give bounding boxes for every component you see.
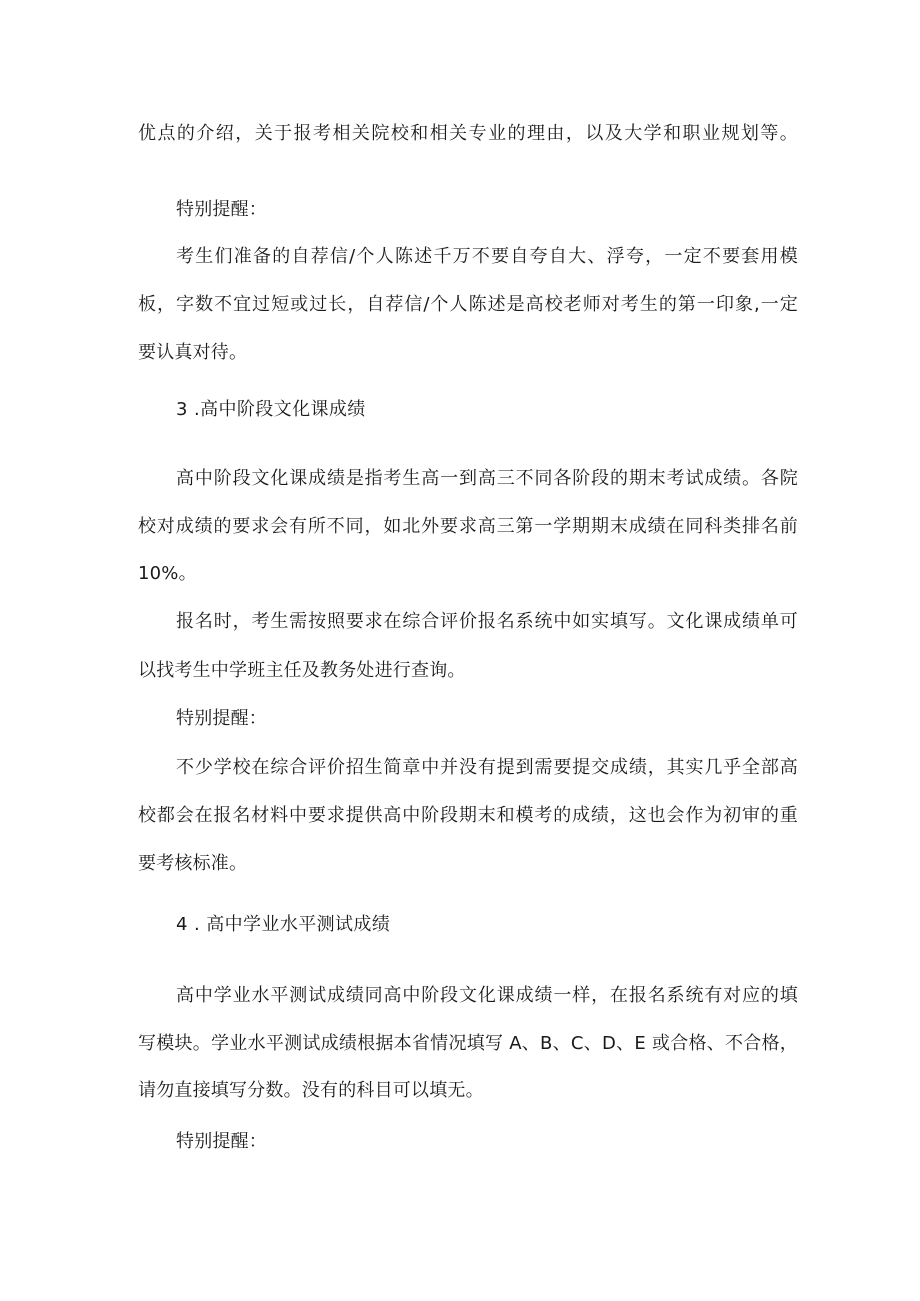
paragraph-line: 要认真对待。 — [138, 342, 248, 363]
paragraph-line: 不少学校在综合评价招生简章中并没有提到需要提交成绩，其实几乎全部高 — [176, 757, 798, 778]
paragraph-line: 请勿直接填写分数。没有的科目可以填无。 — [138, 1080, 484, 1101]
paragraph-line: 校对成绩的要求会有所不同，如北外要求高三第一学期期末成绩在同科类排名前 — [138, 516, 798, 537]
paragraph-line: 考生们准备的自荐信/个人陈述千万不要自夸自大、浮夸，一定不要套用模 — [176, 246, 798, 267]
paragraph-line: 校都会在报名材料中要求提供高中阶段期末和模考的成绩，这也会作为初审的重 — [138, 805, 798, 826]
section-heading-3: 3 .高中阶段文化课成绩 — [176, 399, 366, 420]
paragraph-line: 10%。 — [138, 563, 197, 584]
paragraph-line: 以找考生中学班主任及教务处进行查询。 — [138, 660, 466, 681]
special-reminder-label: 特别提醒： — [176, 1131, 267, 1152]
section-heading-4: 4 . 高中学业水平测试成绩 — [176, 914, 391, 935]
paragraph-line: 高中阶段文化课成绩是指考生高一到高三不同各阶段的期末考试成绩。各院 — [176, 468, 798, 489]
paragraph-line: 要考核标准。 — [138, 853, 248, 874]
paragraph-line: 高中学业水平测试成绩同高中阶段文化课成绩一样，在报名系统有对应的填 — [176, 985, 798, 1006]
paragraph-line: 报名时，考生需按照要求在综合评价报名系统中如实填写。文化课成绩单可 — [176, 611, 798, 632]
paragraph-line: 优点的介绍，关于报考相关院校和相关专业的理由，以及大学和职业规划等。 — [138, 123, 798, 144]
paragraph-line: 写模块。学业水平测试成绩根据本省情况填写 A、B、C、D、E 或合格、不合格， — [138, 1033, 798, 1054]
paragraph-line: 板，字数不宜过短或过长，自荐信/个人陈述是高校老师对考生的第一印象,一定 — [138, 294, 798, 315]
special-reminder-label: 特别提醒： — [176, 708, 267, 729]
special-reminder-label: 特别提醒： — [176, 199, 267, 220]
